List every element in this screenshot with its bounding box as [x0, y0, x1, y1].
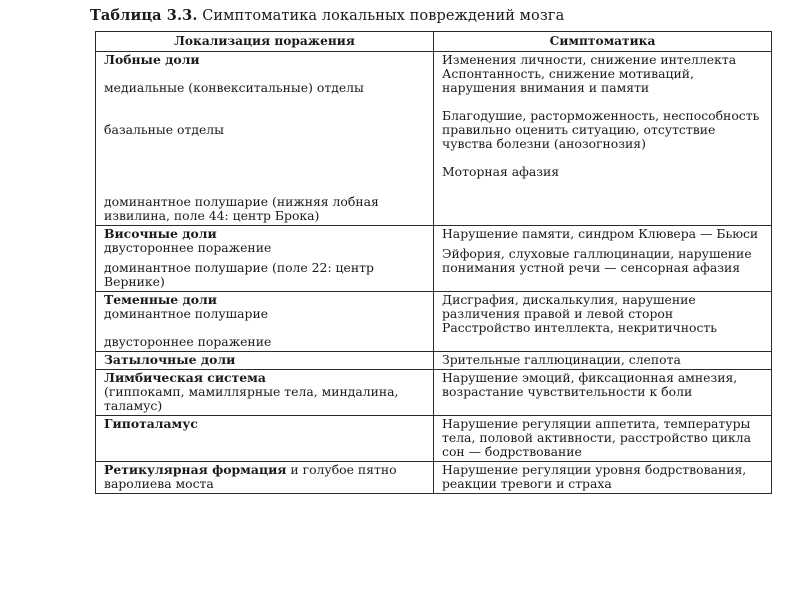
table-row-limbic — [96, 370, 772, 416]
frontal-symptom-broca: Моторная афазия — [442, 164, 560, 179]
section-title-frontal: Лобные доли — [104, 52, 200, 67]
table-row-reticular — [96, 462, 772, 494]
cell-symptoms-frontal — [434, 52, 772, 226]
section-title-hypothalamus: Гипоталамус — [104, 416, 198, 431]
table-row-occipital — [96, 352, 772, 370]
header-symptoms: Симптоматика — [434, 32, 772, 52]
parietal-dominant-label: доминантное полушарие — [104, 306, 269, 321]
cell-symptoms-temporal — [434, 226, 772, 292]
parietal-symptom-intellect: Расстройство интеллекта, некритичность — [442, 320, 718, 335]
header-localization: Локализация поражения — [96, 32, 434, 52]
temporal-symptom-memory: Нарушение памяти, синдром Клювера — Бьюси — [442, 226, 759, 241]
section-title-occipital: Затылочные доли — [104, 352, 236, 367]
reticular-symptom: Нарушение регуляции уровня бодрствования, реакции тревоги и страха — [442, 462, 747, 491]
cell-symptoms-reticular — [434, 462, 772, 494]
frontal-symptom-aspontaneity: Аспонтанность, снижение мотиваций, нарушения внимания и памяти — [442, 66, 694, 95]
parietal-symptom-dysgraphia: Дисграфия, дискалькулия, нарушение различения правой и левой сторон — [442, 292, 696, 321]
section-title-limbic: Лимбическая система — [104, 370, 266, 385]
limbic-symptom: Нарушение эмоций, фиксационная амнезия, возрастание чувствительности к боли — [442, 370, 738, 399]
symptoms-table — [95, 31, 772, 494]
frontal-symptom-basal: Благодушие, расторможенность, неспособность правильно оценить ситуацию, отсутствие чувства болезни (анозогнозия) — [442, 108, 760, 151]
cell-symptoms-limbic — [434, 370, 772, 416]
section-title-parietal: Теменные доли — [104, 292, 217, 307]
reticular-tail-label: и голубое пятно варолиева моста — [104, 462, 397, 491]
spacer — [442, 95, 767, 109]
limbic-structures-label: (гиппокамп, мамиллярные тела, миндалина, таламус) — [104, 384, 399, 413]
cell-symptoms-hypothalamus — [434, 416, 772, 462]
frontal-dominant-label: доминантное полушарие (нижняя лобная извилина, поле 44: центр Брока) — [104, 194, 379, 223]
temporal-dominant-label: доминантное полушарие (поле 22: центр Вернике) — [104, 260, 374, 289]
cell-symptoms-parietal — [434, 292, 772, 352]
table-caption — [90, 7, 564, 24]
table-header-row — [96, 32, 772, 52]
frontal-symptom-personality: Изменения личности, снижение интеллекта — [442, 52, 737, 67]
spacer — [442, 151, 767, 165]
cell-localization-frontal — [96, 52, 434, 226]
table-row-frontal — [96, 52, 772, 226]
spacer — [104, 137, 429, 195]
temporal-symptom-wernicke: Эйфория, слуховые галлюцинации, нарушение понимания устной речи — сенсорная афазия — [442, 246, 752, 275]
cell-localization-limbic — [96, 370, 434, 416]
cell-symptoms-occipital — [434, 352, 772, 370]
frontal-medial-label: медиальные (конвекситальные) отделы — [104, 80, 364, 95]
cell-localization-parietal — [96, 292, 434, 352]
table-row-parietal — [96, 292, 772, 352]
parietal-bilateral-label: двустороннее поражение — [104, 334, 272, 349]
table-row-temporal — [96, 226, 772, 292]
spacer — [104, 67, 429, 81]
frontal-basal-label: базальные отделы — [104, 122, 225, 137]
cell-localization-hypothalamus — [96, 416, 434, 462]
hypothalamus-symptom: Нарушение регуляции аппетита, температуры тела, половой активности, расстройство цикла сон — бодрствование — [442, 416, 751, 459]
section-title-temporal: Височные доли — [104, 226, 217, 241]
temporal-bilateral-label: двустороннее поражение — [104, 240, 272, 255]
cell-localization-reticular — [96, 462, 434, 494]
occipital-symptom: Зрительные галлюцинации, слепота — [442, 352, 681, 367]
spacer — [104, 321, 429, 335]
section-title-reticular: Ретикулярная формация — [104, 462, 287, 477]
table-row-hypothalamus — [96, 416, 772, 462]
table-title: Симптоматика локальных повреждений мозга — [202, 8, 565, 24]
spacer — [442, 179, 767, 207]
spacer — [104, 95, 429, 123]
cell-localization-temporal — [96, 226, 434, 292]
cell-localization-occipital — [96, 352, 434, 370]
table-number: Таблица 3.3. — [90, 7, 198, 24]
